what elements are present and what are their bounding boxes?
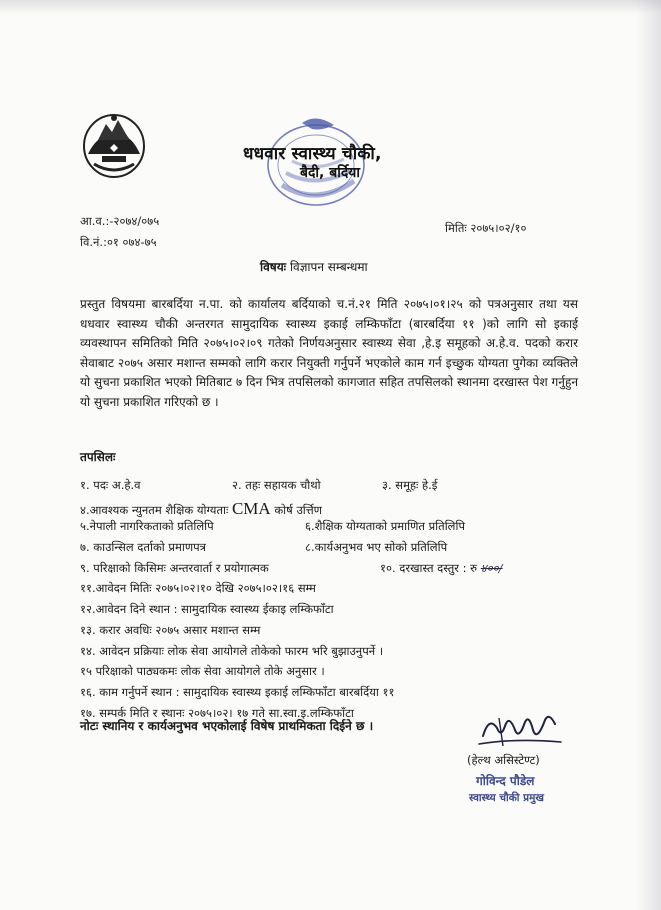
subject-text: विज्ञापन सम्बन्धमा xyxy=(289,260,368,274)
office-place: बैदी, बर्दिया xyxy=(300,165,361,181)
detail-edu-certificate: ६.शैक्षिक योग्यताको प्रमाणित प्रतिलिपि xyxy=(305,519,465,534)
details-list xyxy=(80,478,600,726)
detail-contract-period: १३. करार अवधिः २०७५ असार मशान्त सम्म xyxy=(80,622,261,637)
scan-shadow-right xyxy=(635,0,661,910)
details-heading: तपसिलः xyxy=(80,450,116,464)
office-name: धधवार स्वास्थ्य चौकी, xyxy=(243,144,382,164)
detail-apply-process: १४. आवेदन प्रक्रियाः लोक सेवा आयोगले तोकेको फारम भरि बुझाउनुपर्ने । xyxy=(80,643,384,658)
notice-body: प्रस्तुत विषयमा बारबर्दिया न.पा. को कार्यालय बर्दियाको च.नं.२१ मिति २०७५।०१।२५ को पत्रअनुसार तथा यस धधवार स्वास्थ्य चौकी अन्तरगत सामुदायिक स्वास्थ्य इकाई लम्किफाँटा (बारबर्दिया ११ )को लागि सो इकाई व्यवस्थापन समितिको मिति २०७५।०२।०९ गतेको निर्णयअनुसार स्वास्थ्य सेवा ,हे.इ समूहको अ.हे.व. पदको करार सेवाबाट २०७५ असार मशान्त सम्मको लागि करार नियुक्ती गर्नुपर्ने भएकोले काम गर्न इच्छुक योग्यता पुगेका व्यक्तिले यो सुचना प्रकाशित भएको मितिबाट ७ दिन भित्र तपसिलको कागजात सहित तपसिलको स्थानमा दरखास्त पेश गर्नुहुन यो सुचना प्रकाशित गरिएको छ । xyxy=(80,297,578,409)
detail-contact: १७. सम्पर्क मिति र स्थानः २०७५।०२। १७ गते सा.स्वा.इ.लम्किफाँटा xyxy=(80,705,354,720)
priority-note: नोटः स्थानिय र कार्यअनुभव भएकोलाई विषेष प्राथमिकता दिईने छ । xyxy=(80,719,374,733)
subject-line xyxy=(260,258,368,275)
detail-level: २. तहः सहायक चौथो xyxy=(232,478,321,492)
detail-council: ७. काउन्सिल दर्ताको प्रमाणपत्र xyxy=(80,540,207,555)
qualification-prefix: ४.आवश्यक न्युनतम शैक्षिक योग्यताः xyxy=(80,502,229,517)
detail-apply-date: ११.आवेदन मितिः २०७५।०२।१० देखि २०७५।०२।१६ सम्म xyxy=(80,581,316,596)
nepal-emblem-icon xyxy=(80,110,148,180)
detail-post: १. पदः अ.हे.व xyxy=(80,478,141,492)
detail-experience: ८.कार्यअनुभव भए सोको प्रतिलिपि xyxy=(305,540,448,555)
detail-work-place: १६. काम गर्नुपर्ने स्थान : सामुदायिक स्वास्थ्य इकाई लम्किफाँटा बारबर्दिया ११ xyxy=(80,684,395,699)
detail-syllabus: १५ परिक्षाको पाठ्यकमः लोक सेवा आयोगले तोके अनुसार । xyxy=(80,664,325,679)
detail-exam-type: ९. परिक्षाको किसिमः अन्तरवार्ता र प्रयोगात्मक xyxy=(80,560,269,575)
detail-citizenship: ५.नेपाली नागरिकताको प्रतिलिपि xyxy=(80,519,214,534)
signatory-name: गोविन्द पौडेल xyxy=(476,774,535,788)
subject-label: विषयः xyxy=(260,260,287,274)
detail-apply-place: १२.आवेदन दिने स्थान : सामुदायिक स्वास्थ्य ईकाइ लम्किफाँटा xyxy=(80,602,334,617)
scan-shadow-top xyxy=(0,0,661,14)
fiscal-year-ref: आ.व.:-२०७४/०७५ xyxy=(80,214,160,228)
detail-fee xyxy=(380,561,503,576)
detail-group: ३. समूहः हे.ई xyxy=(382,478,438,492)
list-item xyxy=(80,664,600,685)
list-item xyxy=(80,602,600,623)
list-item xyxy=(80,581,600,602)
dispatch-number: वि.नं.:०१ ०७४-७५ xyxy=(80,235,157,249)
list-item xyxy=(80,685,600,706)
list-item xyxy=(80,540,600,561)
list-item xyxy=(80,644,600,665)
qualification-suffix: कोर्ष उर्त्तिण xyxy=(274,502,322,517)
fee-label: १०. दरखास्त दस्तुर : रु xyxy=(380,560,478,575)
detail-qualification xyxy=(80,499,322,519)
signature-icon xyxy=(475,708,565,752)
list-item xyxy=(80,623,600,644)
list-item xyxy=(80,478,600,499)
fee-value: ४००/ xyxy=(480,560,503,575)
list-item xyxy=(80,499,600,520)
list-item xyxy=(80,561,600,582)
qualification-cma: CMA xyxy=(231,498,271,518)
letter-date: मितिः २०७५।०२/१० xyxy=(445,221,527,235)
signatory-title: स्वास्थ्य चौकी प्रमुख xyxy=(469,792,544,804)
signatory-role: (हेल्थ असिस्टेण्ट) xyxy=(467,753,540,767)
list-item xyxy=(80,519,600,540)
